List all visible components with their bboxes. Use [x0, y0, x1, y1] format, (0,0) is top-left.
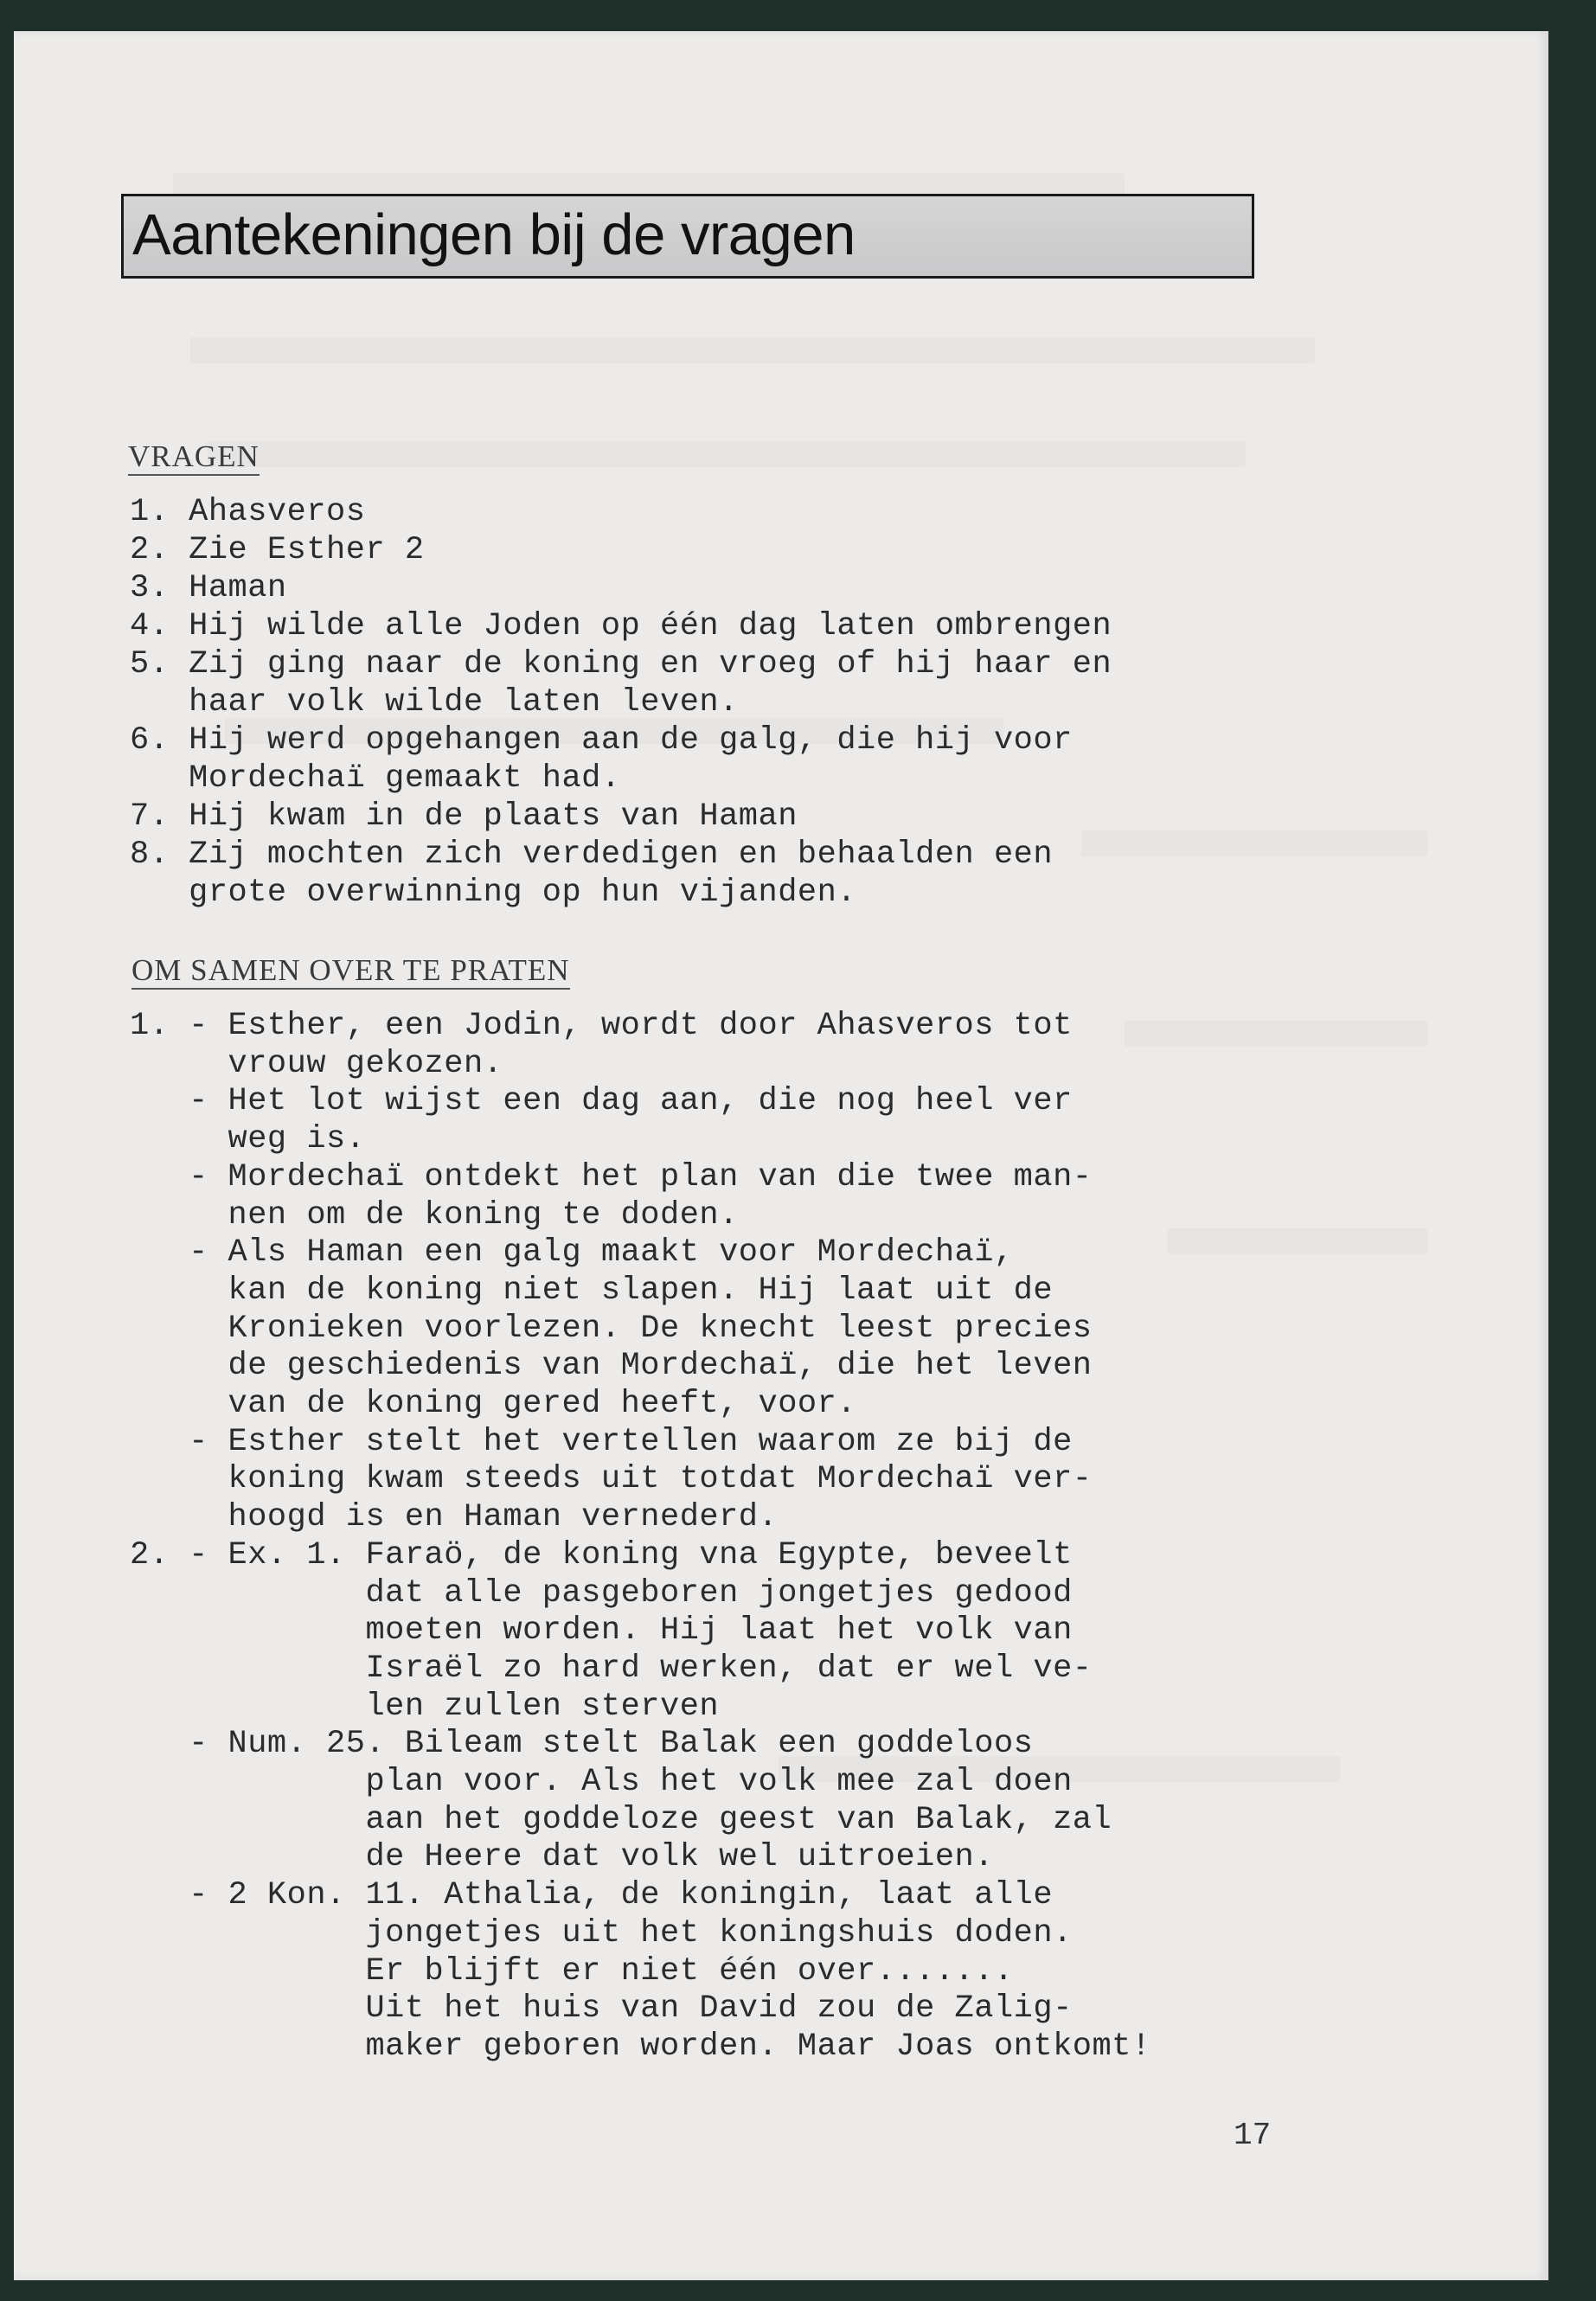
text-line: - Het lot wijst een dag aan, die nog heel ver — [130, 1083, 1073, 1120]
text-line: kan de koning niet slapen. Hij laat uit de — [130, 1272, 1054, 1309]
text-line: grote overwinning op hun vijanden. — [130, 875, 857, 911]
text-line: moeten worden. Hij laat het volk van — [130, 1612, 1073, 1650]
text-line: 8. Zij mochten zich verdedigen en behaalden een — [130, 836, 1054, 873]
text-line: 5. Zij ging naar de koning en vroeg of hij haar en — [130, 646, 1112, 683]
section-heading-vragen: VRAGEN — [128, 439, 260, 476]
text-line: - Als Haman een galg maakt voor Mordechaï, — [130, 1234, 1014, 1272]
text-line: Mordechaï gemaakt had. — [130, 760, 621, 797]
section-heading-samen: OM SAMEN OVER TE PRATEN — [131, 953, 570, 990]
text-line: - Esther stelt het vertellen waarom ze bij de — [130, 1423, 1073, 1460]
text-line: weg is. — [130, 1121, 366, 1158]
text-line: - Mordechaï ontdekt het plan van die twee man- — [130, 1158, 1093, 1195]
title-banner — [121, 194, 1254, 279]
text-line: haar volk wilde laten leven. — [130, 684, 739, 721]
text-line: plan voor. Als het volk mee zal doen — [130, 1764, 1073, 1800]
text-line: vrouw gekozen. — [130, 1045, 503, 1082]
text-line: nen om de koning te doden. — [130, 1196, 739, 1234]
text-line: koning kwam steeds uit totdat Mordechaï ver- — [130, 1461, 1093, 1498]
text-line: 1. Ahasveros — [130, 494, 366, 530]
text-line: 1. - Esther, een Jodin, wordt door Ahasveros tot — [130, 1008, 1073, 1044]
text-line: 6. Hij werd opgehangen aan de galg, die hij voor — [130, 722, 1073, 759]
text-line: Uit het huis van David zou de Zalig- — [130, 1990, 1073, 2028]
text-line: - 2 Kon. 11. Athalia, de koningin, laat alle — [130, 1877, 1054, 1914]
text-line: Israël zo hard werken, dat er wel ve- — [130, 1650, 1093, 1687]
text-line: 3. Haman — [130, 570, 287, 606]
text-line: - Num. 25. Bileam stelt Balak een goddeloos — [130, 1726, 1034, 1763]
text-line: de geschiedenis van Mordechaï, die het leven — [130, 1348, 1093, 1385]
text-line: Kronieken voorlezen. De knecht leest precies — [130, 1310, 1093, 1347]
text-line: van de koning gered heeft, voor. — [130, 1386, 857, 1422]
text-line: de Heere dat volk wel uitroeien. — [130, 1839, 994, 1876]
text-line: 2. - Ex. 1. Faraö, de koning vna Egypte, beveelt — [130, 1536, 1073, 1574]
text-line: 4. Hij wilde alle Joden op één dag laten ombrengen — [130, 608, 1112, 644]
page-number: 17 — [1234, 2118, 1272, 2153]
page-title: Aantekeningen bij de vragen — [132, 202, 856, 267]
text-line: maker geboren worden. Maar Joas ontkomt! — [130, 2028, 1151, 2065]
text-line: 2. Zie Esther 2 — [130, 532, 425, 568]
text-line: aan het goddeloze geest van Balak, zal — [130, 1801, 1112, 1838]
text-line: hoogd is en Haman vernederd. — [130, 1499, 779, 1536]
text-line: len zullen sterven — [130, 1688, 720, 1725]
text-line: jongetjes uit het koningshuis doden. — [130, 1914, 1073, 1952]
text-line: 7. Hij kwam in de plaats van Haman — [130, 798, 798, 835]
text-line: dat alle pasgeboren jongetjes gedood — [130, 1574, 1073, 1612]
text-line: Er blijft er niet één over....... — [130, 1952, 1014, 1990]
